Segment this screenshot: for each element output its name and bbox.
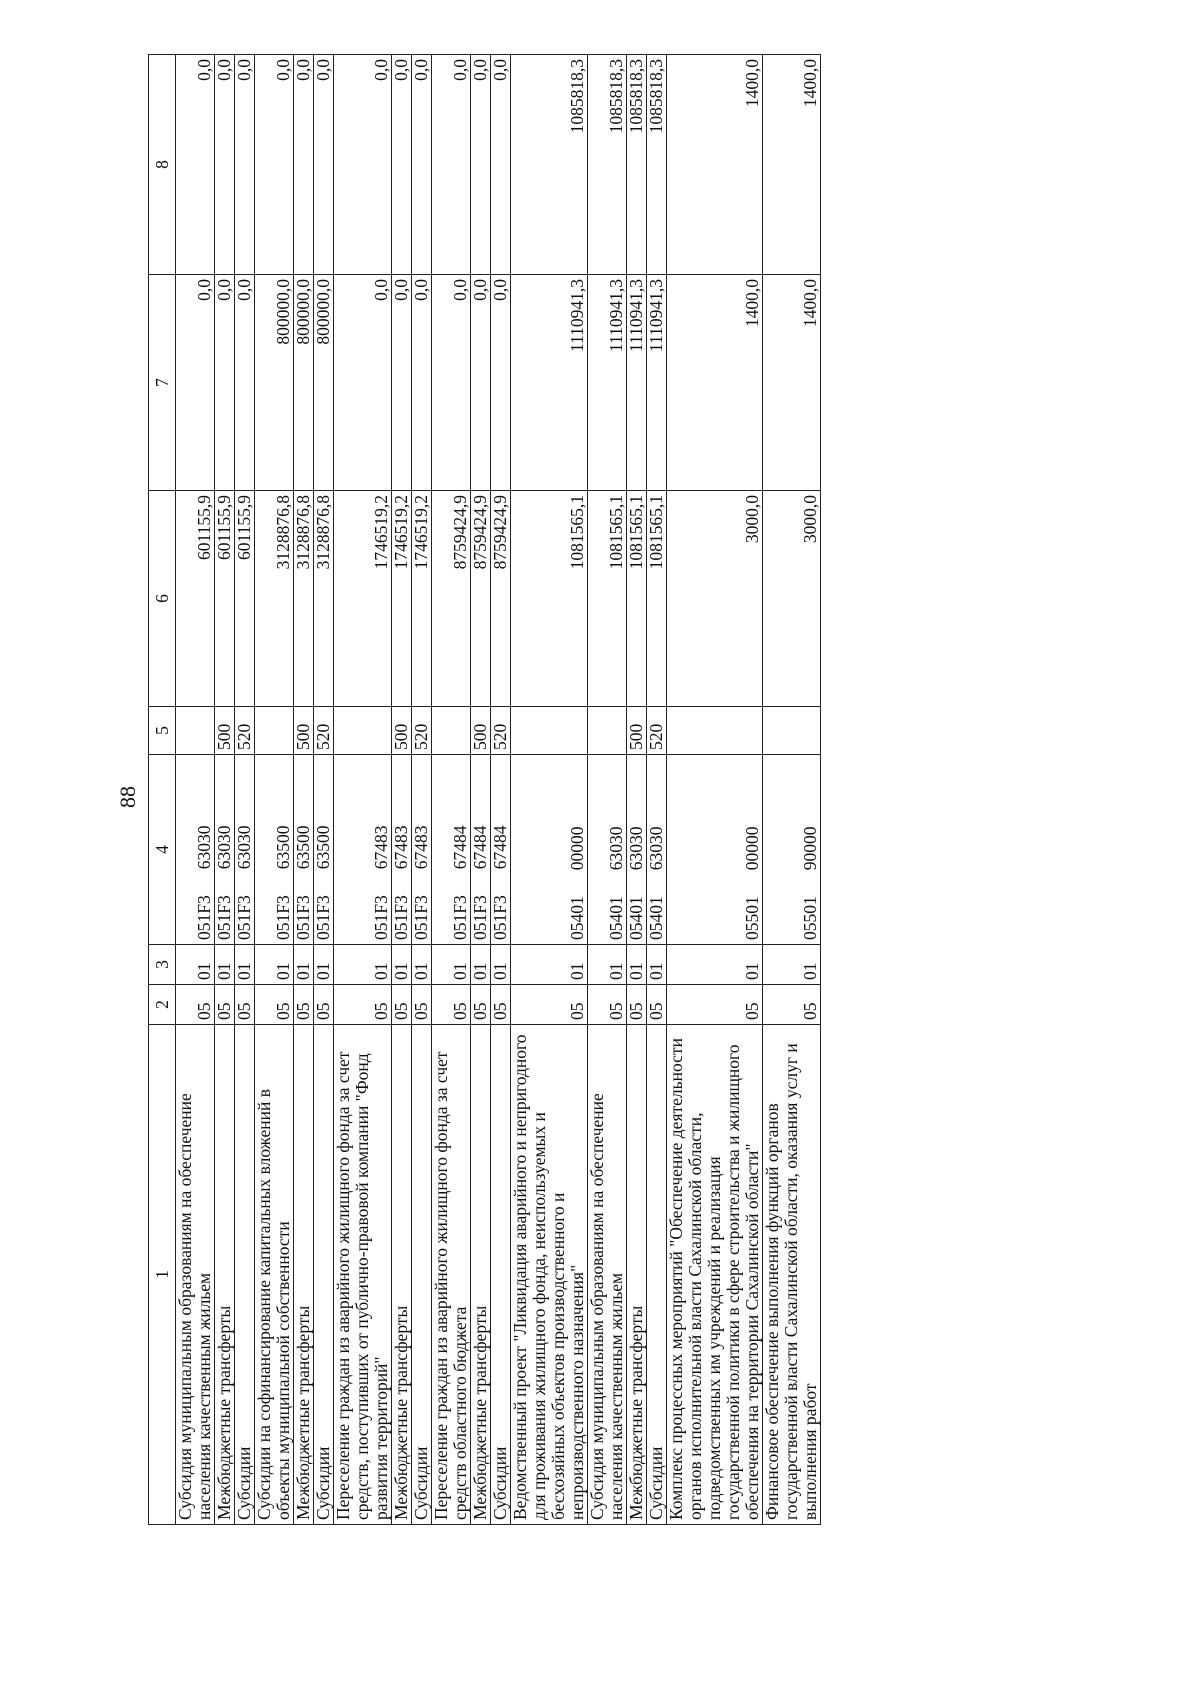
amount-cell-col7: 800000,0 xyxy=(255,275,294,491)
amount-cell-col8: 0,0 xyxy=(294,55,314,275)
amount-cell-col7: 800000,0 xyxy=(314,275,334,491)
program-code: 05401 xyxy=(567,896,587,940)
section-code-cell: 05 xyxy=(491,985,511,1025)
amount-cell-col6: 1081565,1 xyxy=(647,491,667,707)
direction-code: 63030 xyxy=(234,825,254,870)
expense-type-cell xyxy=(334,707,392,755)
row-name-cell: Субсидии на софинансирование капитальных вложений в объекты муниципальной собственности xyxy=(255,1025,294,1525)
target-code-cell xyxy=(215,755,235,945)
direction-code: 63030 xyxy=(646,826,666,871)
direction-code: 67484 xyxy=(470,825,490,870)
table-row xyxy=(432,55,471,1525)
direction-code: 90000 xyxy=(800,826,820,871)
row-name-cell: Межбюджетные трансферты xyxy=(392,1025,412,1525)
program-code: 051F3 xyxy=(371,895,391,940)
table-row xyxy=(667,55,763,1525)
section-code-cell: 05 xyxy=(392,985,412,1025)
target-code-cell xyxy=(294,755,314,945)
target-code-cell xyxy=(471,755,491,945)
amount-cell-col8: 1085818,3 xyxy=(647,55,667,275)
amount-cell-col7: 1400,0 xyxy=(763,275,821,491)
subsection-code-cell: 01 xyxy=(255,945,294,985)
section-code-cell: 05 xyxy=(255,985,294,1025)
expense-type-cell xyxy=(763,707,821,755)
amount-cell-col8: 0,0 xyxy=(491,55,511,275)
program-code: 051F3 xyxy=(450,895,470,940)
table-row xyxy=(471,55,491,1525)
col-header: 8 xyxy=(149,55,176,275)
row-name-cell: Переселение граждан из аварийного жилищного фонда за счет средств областного бюджета xyxy=(432,1025,471,1525)
row-name-cell: Переселение граждан из аварийного жилищного фонда за счет средств, поступивших от публично-правовой компании "Фонд развития территорий" xyxy=(334,1025,392,1525)
row-name-cell: Субсидии xyxy=(412,1025,432,1525)
table-row xyxy=(334,55,392,1525)
subsection-code-cell: 01 xyxy=(588,945,627,985)
amount-cell-col8: 0,0 xyxy=(412,55,432,275)
expense-type-cell: 500 xyxy=(294,707,314,755)
program-code: 051F3 xyxy=(411,895,431,940)
col-header: 4 xyxy=(149,755,176,945)
target-code-cell xyxy=(392,755,412,945)
amount-cell-col8: 0,0 xyxy=(255,55,294,275)
program-code: 05501 xyxy=(800,896,820,940)
amount-cell-col8: 0,0 xyxy=(334,55,392,275)
table-row xyxy=(294,55,314,1525)
amount-cell-col7: 1110941,3 xyxy=(588,275,627,491)
section-code-cell: 05 xyxy=(334,985,392,1025)
expense-type-cell xyxy=(667,707,763,755)
amount-cell-col6: 8759424,9 xyxy=(491,491,511,707)
amount-cell-col7: 800000,0 xyxy=(294,275,314,491)
amount-cell-col6: 3128876,8 xyxy=(255,491,294,707)
direction-code: 00000 xyxy=(742,826,762,871)
table-row xyxy=(511,55,588,1525)
subsection-code-cell: 01 xyxy=(235,945,255,985)
subsection-code-cell: 01 xyxy=(294,945,314,985)
expense-type-cell: 500 xyxy=(392,707,412,755)
table-row xyxy=(647,55,667,1525)
amount-cell-col6: 1081565,1 xyxy=(588,491,627,707)
row-name-cell: Межбюджетные трансферты xyxy=(627,1025,647,1525)
expense-type-cell xyxy=(176,707,215,755)
row-name-cell: Финансовое обеспечение выполнения функций органов государственной власти Сахалинской области, оказания услуг и выполнения работ xyxy=(763,1025,821,1525)
amount-cell-col7: 0,0 xyxy=(176,275,215,491)
section-code-cell: 05 xyxy=(511,985,588,1025)
direction-code: 67483 xyxy=(391,825,411,870)
col-header: 1 xyxy=(149,1025,176,1525)
amount-cell-col6: 1746519,2 xyxy=(334,491,392,707)
target-code-cell xyxy=(334,755,392,945)
amount-cell-col7: 1110941,3 xyxy=(647,275,667,491)
amount-cell-col8: 1085818,3 xyxy=(511,55,588,275)
amount-cell-col6: 601155,9 xyxy=(176,491,215,707)
direction-code: 63500 xyxy=(313,825,333,870)
direction-code: 67484 xyxy=(490,825,510,870)
direction-code: 67483 xyxy=(411,825,431,870)
table-row xyxy=(763,55,821,1525)
program-code: 051F3 xyxy=(293,895,313,940)
target-code-cell xyxy=(432,755,471,945)
rotated-table-container xyxy=(148,55,1048,1525)
target-code-cell xyxy=(314,755,334,945)
subsection-code-cell: 01 xyxy=(627,945,647,985)
expense-type-cell: 520 xyxy=(647,707,667,755)
section-code-cell: 05 xyxy=(647,985,667,1025)
row-name-cell: Межбюджетные трансферты xyxy=(294,1025,314,1525)
program-code: 051F3 xyxy=(194,895,214,940)
direction-code: 63030 xyxy=(606,826,626,871)
amount-cell-col6: 8759424,9 xyxy=(471,491,491,707)
amount-cell-col7: 0,0 xyxy=(392,275,412,491)
budget-table xyxy=(148,54,821,1525)
col-header: 5 xyxy=(149,707,176,755)
amount-cell-col7: 0,0 xyxy=(432,275,471,491)
direction-code: 67484 xyxy=(450,825,470,870)
table-row xyxy=(412,55,432,1525)
subsection-code-cell: 01 xyxy=(511,945,588,985)
amount-cell-col6: 8759424,9 xyxy=(432,491,471,707)
section-code-cell: 05 xyxy=(314,985,334,1025)
section-code-cell: 05 xyxy=(294,985,314,1025)
program-code: 051F3 xyxy=(470,895,490,940)
expense-type-cell xyxy=(511,707,588,755)
amount-cell-col7: 1400,0 xyxy=(667,275,763,491)
expense-type-cell xyxy=(432,707,471,755)
direction-code: 63500 xyxy=(293,825,313,870)
row-name-cell: Субсидия муниципальным образованиям на обеспечение населения качественным жильем xyxy=(176,1025,215,1525)
amount-cell-col6: 1081565,1 xyxy=(627,491,647,707)
target-code-cell xyxy=(235,755,255,945)
subsection-code-cell: 01 xyxy=(215,945,235,985)
col-header: 3 xyxy=(149,945,176,985)
page-number: 88 xyxy=(115,786,140,808)
program-code: 051F3 xyxy=(391,895,411,940)
subsection-code-cell: 01 xyxy=(491,945,511,985)
target-code-cell xyxy=(511,755,588,945)
direction-code: 63500 xyxy=(273,825,293,870)
amount-cell-col7: 0,0 xyxy=(334,275,392,491)
table-row xyxy=(491,55,511,1525)
row-name-cell: Субсидии xyxy=(647,1025,667,1525)
amount-cell-col7: 0,0 xyxy=(412,275,432,491)
expense-type-cell: 520 xyxy=(412,707,432,755)
subsection-code-cell: 01 xyxy=(647,945,667,985)
target-code-cell xyxy=(176,755,215,945)
expense-type-cell: 500 xyxy=(471,707,491,755)
direction-code: 63030 xyxy=(626,826,646,871)
col-header: 7 xyxy=(149,275,176,491)
table-row xyxy=(627,55,647,1525)
target-code-cell xyxy=(763,755,821,945)
table-row xyxy=(392,55,412,1525)
program-code: 05401 xyxy=(626,896,646,940)
section-code-cell: 05 xyxy=(432,985,471,1025)
amount-cell-col8: 0,0 xyxy=(215,55,235,275)
amount-cell-col7: 0,0 xyxy=(215,275,235,491)
subsection-code-cell: 01 xyxy=(176,945,215,985)
section-code-cell: 05 xyxy=(215,985,235,1025)
amount-cell-col8: 0,0 xyxy=(176,55,215,275)
program-code: 051F3 xyxy=(313,895,333,940)
amount-cell-col8: 1400,0 xyxy=(763,55,821,275)
program-code: 05401 xyxy=(646,896,666,940)
row-name-cell: Ведомственный проект "Ликвидация аварийного и непригодного для проживания жилищного фонда, неиспользуемых и бесхозяйных объектов производственного и непроизводственного назначения" xyxy=(511,1025,588,1525)
expense-type-cell xyxy=(588,707,627,755)
program-code: 051F3 xyxy=(273,895,293,940)
amount-cell-col7: 0,0 xyxy=(235,275,255,491)
amount-cell-col6: 601155,9 xyxy=(215,491,235,707)
table-row xyxy=(255,55,294,1525)
expense-type-cell: 500 xyxy=(215,707,235,755)
subsection-code-cell: 01 xyxy=(314,945,334,985)
program-code: 05401 xyxy=(606,896,626,940)
row-name-cell: Субсидии xyxy=(235,1025,255,1525)
target-code-cell xyxy=(667,755,763,945)
subsection-code-cell: 01 xyxy=(471,945,491,985)
section-code-cell: 05 xyxy=(627,985,647,1025)
section-code-cell: 05 xyxy=(412,985,432,1025)
amount-cell-col8: 1400,0 xyxy=(667,55,763,275)
row-name-cell: Субсидии xyxy=(491,1025,511,1525)
program-code: 051F3 xyxy=(214,895,234,940)
amount-cell-col6: 1081565,1 xyxy=(511,491,588,707)
amount-cell-col8: 0,0 xyxy=(432,55,471,275)
section-code-cell: 05 xyxy=(471,985,491,1025)
col-header: 2 xyxy=(149,985,176,1025)
amount-cell-col6: 3000,0 xyxy=(667,491,763,707)
target-code-cell xyxy=(255,755,294,945)
amount-cell-col8: 0,0 xyxy=(235,55,255,275)
target-code-cell xyxy=(627,755,647,945)
amount-cell-col8: 0,0 xyxy=(392,55,412,275)
amount-cell-col6: 3000,0 xyxy=(763,491,821,707)
amount-cell-col6: 1746519,2 xyxy=(392,491,412,707)
table-row xyxy=(215,55,235,1525)
direction-code: 67483 xyxy=(371,825,391,870)
table-row xyxy=(235,55,255,1525)
amount-cell-col6: 601155,9 xyxy=(235,491,255,707)
subsection-code-cell: 01 xyxy=(667,945,763,985)
table-row xyxy=(314,55,334,1525)
amount-cell-col8: 0,0 xyxy=(471,55,491,275)
amount-cell-col7: 0,0 xyxy=(471,275,491,491)
amount-cell-col8: 1085818,3 xyxy=(627,55,647,275)
amount-cell-col8: 0,0 xyxy=(314,55,334,275)
target-code-cell xyxy=(647,755,667,945)
expense-type-cell: 520 xyxy=(314,707,334,755)
direction-code: 63030 xyxy=(214,825,234,870)
subsection-code-cell: 01 xyxy=(412,945,432,985)
expense-type-cell xyxy=(255,707,294,755)
section-code-cell: 05 xyxy=(176,985,215,1025)
program-code: 05501 xyxy=(742,896,762,940)
subsection-code-cell: 01 xyxy=(432,945,471,985)
expense-type-cell: 520 xyxy=(235,707,255,755)
table-row xyxy=(176,55,215,1525)
amount-cell-col8: 1085818,3 xyxy=(588,55,627,275)
row-name-cell: Межбюджетные трансферты xyxy=(471,1025,491,1525)
header-row xyxy=(149,55,176,1525)
row-name-cell: Субсидия муниципальным образованиям на обеспечение населения качественным жильем xyxy=(588,1025,627,1525)
subsection-code-cell: 01 xyxy=(763,945,821,985)
amount-cell-col7: 0,0 xyxy=(491,275,511,491)
amount-cell-col7: 1110941,3 xyxy=(627,275,647,491)
amount-cell-col6: 3128876,8 xyxy=(314,491,334,707)
amount-cell-col6: 1746519,2 xyxy=(412,491,432,707)
amount-cell-col7: 1110941,3 xyxy=(511,275,588,491)
program-code: 051F3 xyxy=(234,895,254,940)
target-code-cell xyxy=(412,755,432,945)
direction-code: 63030 xyxy=(194,825,214,870)
row-name-cell: Комплекс процессных мероприятий "Обеспечение деятельности органов исполнительной власти Сахалинской области, подведомственных им учреждений и реализация государственной политики в сфере строительства и жилищного обеспечения на территории Сахалинской области" xyxy=(667,1025,763,1525)
section-code-cell: 05 xyxy=(763,985,821,1025)
row-name-cell: Межбюджетные трансферты xyxy=(215,1025,235,1525)
target-code-cell xyxy=(588,755,627,945)
subsection-code-cell: 01 xyxy=(392,945,412,985)
section-code-cell: 05 xyxy=(667,985,763,1025)
expense-type-cell: 500 xyxy=(627,707,647,755)
section-code-cell: 05 xyxy=(588,985,627,1025)
row-name-cell: Субсидии xyxy=(314,1025,334,1525)
subsection-code-cell: 01 xyxy=(334,945,392,985)
col-header: 6 xyxy=(149,491,176,707)
program-code: 051F3 xyxy=(490,895,510,940)
amount-cell-col6: 3128876,8 xyxy=(294,491,314,707)
expense-type-cell: 520 xyxy=(491,707,511,755)
table-row xyxy=(588,55,627,1525)
direction-code: 00000 xyxy=(567,826,587,871)
section-code-cell: 05 xyxy=(235,985,255,1025)
target-code-cell xyxy=(491,755,511,945)
